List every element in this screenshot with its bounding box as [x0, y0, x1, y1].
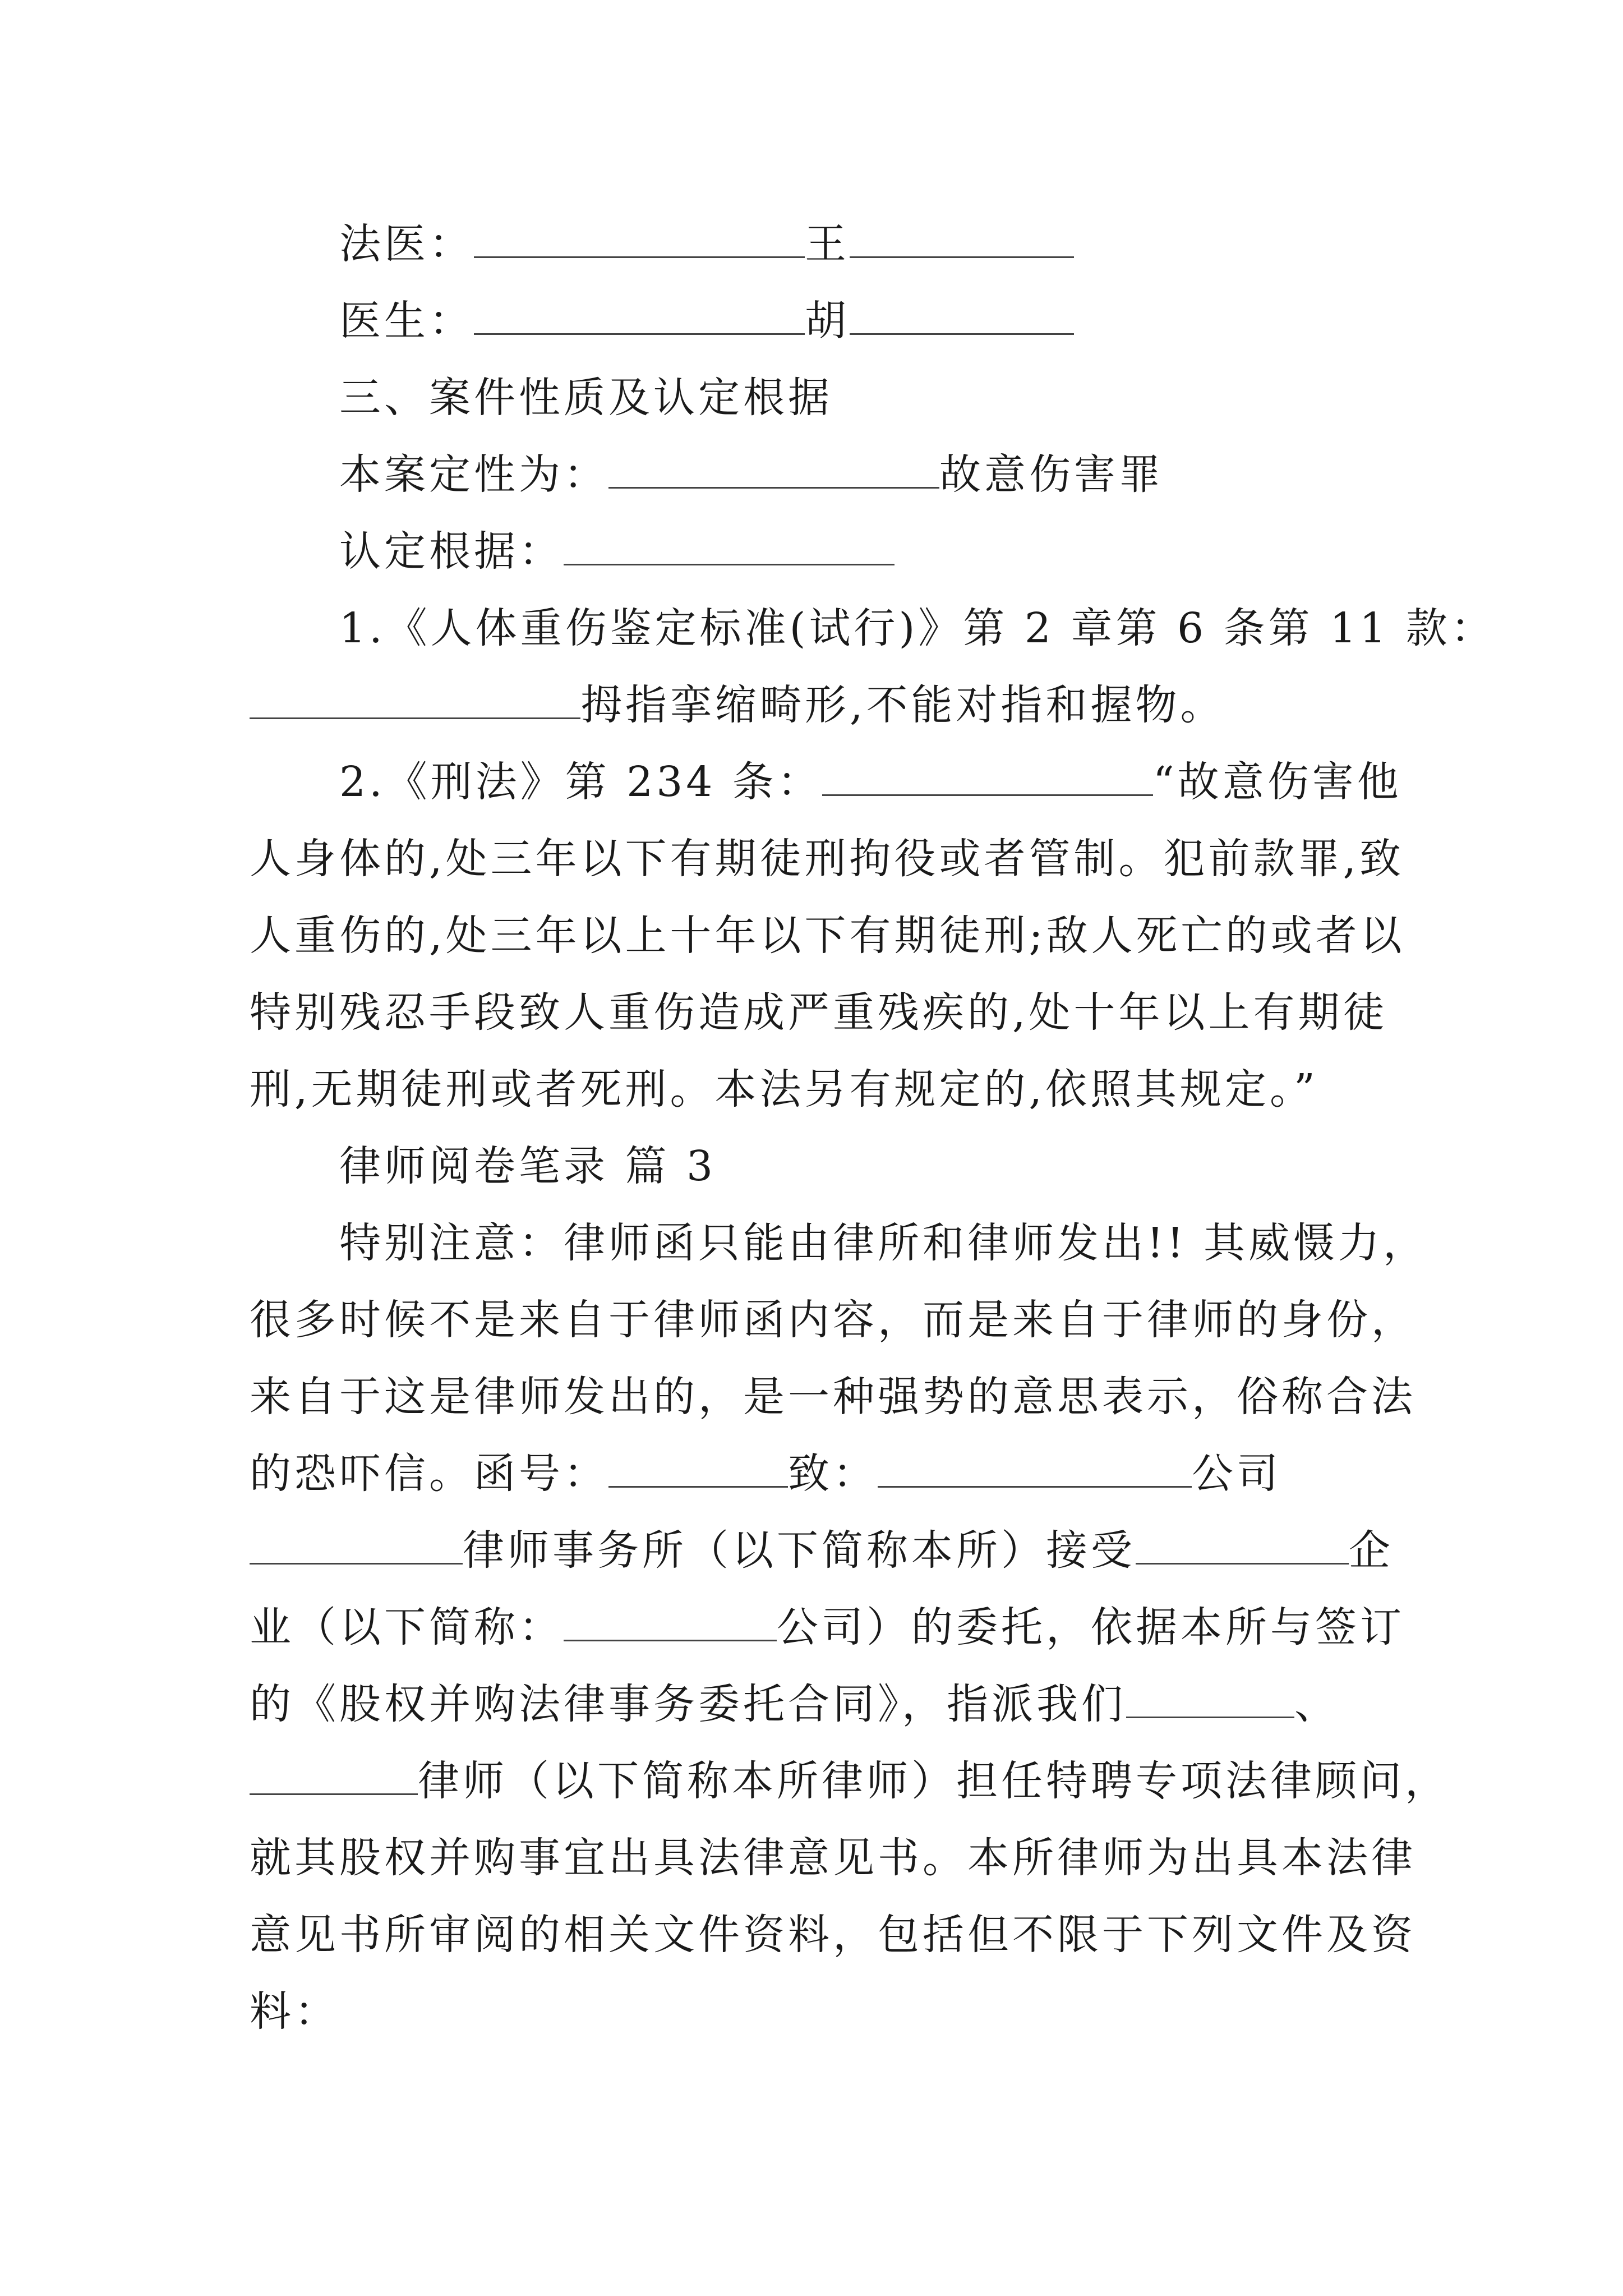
blank-field [822, 755, 1153, 796]
blank-field [250, 1754, 418, 1795]
paragraph-line: 人重伤的,处三年以上十年以下有期徒刑;敌人死亡的或者以 [250, 912, 1405, 960]
blank-field [1126, 1677, 1294, 1718]
line-basis [339, 523, 1483, 579]
basis-item-1: 1.《人体重伤鉴定标准(试行)》第 2 章第 6 条第 11 款： [339, 604, 1496, 652]
paragraph-line [250, 1522, 1394, 1579]
blank-field [250, 678, 580, 719]
label-basis: 认定根据： [339, 527, 564, 576]
label-doctor: 医生： [339, 297, 474, 345]
blank-field [474, 217, 805, 258]
paragraph-line: 很多时候不是来自于律师函内容，而是来自于律师的身份， [250, 1296, 1416, 1344]
label-case-nature: 本案定性为： [339, 450, 608, 499]
text-segment: 企 [1349, 1526, 1394, 1575]
article-title: 律师阅卷笔录 篇 3 [339, 1142, 717, 1190]
paragraph-line [250, 1753, 1450, 1809]
paragraph-line: 特别注意：律师函只能由律所和律师发出!! 其威慑力， [339, 1219, 1428, 1267]
blank-field [474, 294, 805, 335]
text-segment: 律师（以下简称本所律师）担任特聘专项法律顾问， [418, 1757, 1450, 1805]
basis-item-2-quote-start: “故意伤害他 [1152, 758, 1402, 806]
text-segment: 公司）的委托，依据本所与签订 [777, 1603, 1405, 1651]
blank-field [1136, 1524, 1349, 1565]
text-segment: 业（以下简称： [250, 1603, 564, 1651]
paragraph-line: 来自于这是律师发出的，是一种强势的意思表示，俗称合法 [250, 1373, 1416, 1421]
blank-field [564, 1600, 777, 1641]
blank-field [850, 217, 1074, 258]
letter-number-label: 的恐吓信。函号： [250, 1450, 608, 1498]
case-nature-value: 故意伤害罪 [939, 450, 1164, 499]
paragraph-line: 料： [250, 1987, 339, 2036]
line-case-nature [339, 447, 1483, 503]
text-segment: 律师事务所（以下简称本所）接受 [463, 1526, 1136, 1575]
paragraph-line: 人身体的,处三年以下有期徒刑拘役或者管制。犯前款罪,致 [250, 835, 1405, 883]
basis-item-1-text: 拇指挛缩畸形,不能对指和握物。 [580, 681, 1225, 729]
basis-item-1-cont [250, 677, 1394, 733]
to-label: 致： [788, 1450, 878, 1498]
text-segment: 的《股权并购法律事务委托合同》，指派我们 [250, 1680, 1126, 1728]
text-segment: 、 [1294, 1680, 1339, 1728]
blank-field [564, 524, 895, 565]
blank-field [878, 1447, 1192, 1488]
paragraph-line: 就其股权并购事宜出具法律意见书。本所律师为出具本法律 [250, 1834, 1416, 1882]
basis-item-2-label: 2.《刑法》第 234 条： [339, 758, 822, 806]
doctor-name: 胡 [805, 297, 850, 345]
blank-field [608, 1447, 788, 1488]
company-label: 公司 [1192, 1450, 1281, 1498]
letter-number-line [250, 1446, 1394, 1502]
paragraph-line: 刑,无期徒刑或者死刑。本法另有规定的,依照其规定。” [250, 1065, 1318, 1114]
paragraph-line: 意见书所审阅的相关文件资料，包括但不限于下列文件及资 [250, 1911, 1416, 1959]
blank-field [250, 1524, 463, 1565]
paragraph-line [250, 1676, 1394, 1732]
basis-item-2 [339, 754, 1483, 810]
line-forensic-doctor [339, 216, 1483, 272]
blank-field [850, 294, 1074, 335]
paragraph-line: 特别残忍手段致人重伤造成严重残疾的,处十年以上有期徒 [250, 988, 1388, 1037]
label-forensic-doctor: 法医： [339, 220, 474, 268]
line-doctor [339, 293, 1483, 349]
forensic-doctor-name: 王 [805, 220, 850, 268]
paragraph-line [250, 1599, 1405, 1655]
section-heading: 三、案件性质及认定根据 [339, 374, 833, 422]
blank-field [608, 448, 939, 489]
